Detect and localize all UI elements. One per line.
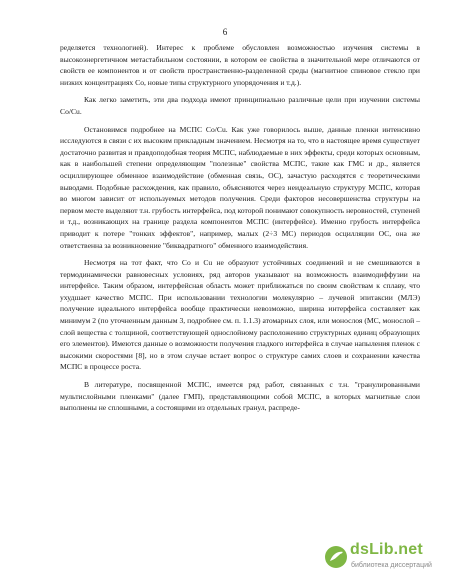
paragraph: Как легко заметить, эти два подхода имеют принципиально различные цели при изучении системы Co/Cu. — [60, 95, 420, 116]
paragraph: В литературе, посвященной МСПС, имеется ряд работ, связанных с т.н. "гранулированными мультислойными пленками" (далее ГМП), представляющими собой МСПС, в которых магнитные слои выполнены не сплошными, а состоящими из отдельных гранул, распреде- — [60, 380, 420, 413]
dslib-watermark — [324, 541, 444, 575]
paragraph-continuation: ределяется технологией). Интерес к проблеме обусловлен возможностью изучения системы в высокоэнергетичном метастабильном состоянии, в котором ее свойства в значительной мере отличаются от свойств ее компонентов и от свойств пространственно-разделенной среды (магнитное спиновое стекло при низких концентрациях Со, новые типы структурного упорядочения и т.д.). — [60, 43, 420, 87]
dslib-logo-icon — [324, 545, 348, 569]
watermark-subtitle: библиотека диссертаций — [351, 562, 432, 569]
page-number: 6 — [222, 27, 228, 37]
paragraph: Остановимся подробнее на МСПС Co/Cu. Как уже говорилось выше, данные пленки интенсивно исследуются в связи с их высоким прикладным значением. Несмотря на то, что в настоящее время существует достаточно развитая и правдоподобная теория МСПС, наблюдаемые в них эффекты, среди которых основным, как в наибольшей степени определяющим "полезные" свойства МСПС, такие как ГМС и др., является осциллирующее обменное взаимодействие (обменная связь, ОС), зачастую расходятся с теоретическими выводами. Подобные расхождения, как правило, объясняются через неидеальную структуру МСПС, которая во многом зависит от используемых методов получения. Среди факторов несовершенства структуры на первом месте выделяют т.н. грубость интерфейса, под которой понимают совокупность неровностей, ступеней и т.д., возникающих на границе раздела компонентов МСПС (интерфейсе). Именно грубость интерфейса приводит к потере "тонких эффектов", например, малых (2÷3 МС) периодов осцилляции ОС, она же ответственна за возникновение "биквадратного" обменного взаимодействия. — [60, 124, 420, 250]
document-body — [60, 42, 420, 414]
paragraph: Несмотря на тот факт, что Со и Cu не образуют устойчивых соединений и не смешиваются в термодинамически равновесных условиях, ряд авторов указывают на возможность взаимодиффузии на интерфейсе. Таким образом, интерфейсная область может приближаться по своим свойствам к сплаву, что ухудшает качество МСПС. При использовании технологии молекулярно – лучевой эпитаксии (МЛЭ) получение идеального интерфейса вообще практически невозможно, ширина интерфейса составляет как минимум 2 (по уточненным данным 3, подробнее см. п. 1.1.3) атомарных слоя, или монослоя (МС, монослой – слой вещества с толщиной, соответствующей однослойному расположению структурных единиц образующих его элементов). Имеются данные о возможности получения гладкого интерфейса в случае напыления пленок с высокими скоростями [8], но в этом случае встает вопрос о структуре самих слоев и сохранении качества МСПС в процессе роста. — [60, 258, 420, 372]
watermark-name: dsLib.net — [350, 541, 423, 558]
